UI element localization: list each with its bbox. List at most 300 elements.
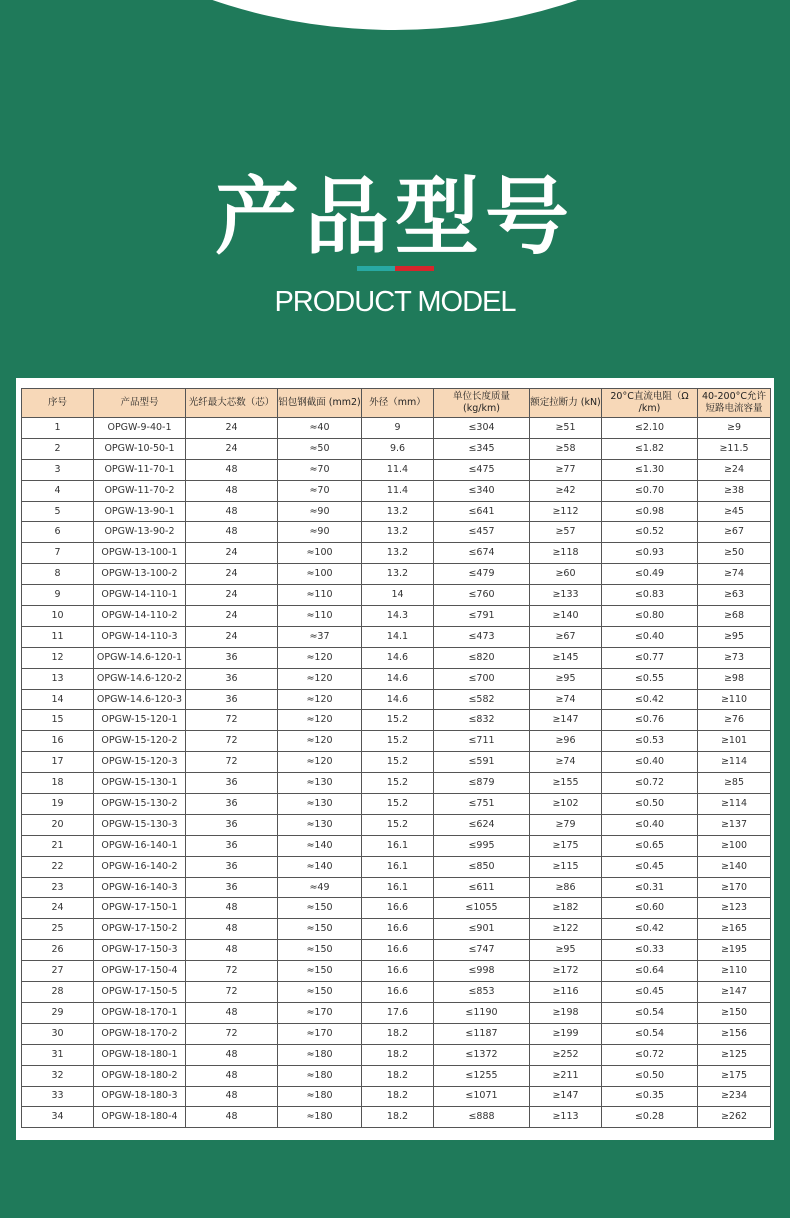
table-row (22, 1086, 771, 1107)
table-cell: OPGW-18-170-1 (94, 1002, 186, 1023)
table-cell: OPGW-18-180-3 (94, 1086, 186, 1107)
table-cell: OPGW-18-180-2 (94, 1065, 186, 1086)
table-cell: 14.6 (362, 668, 434, 689)
table-cell: ≤0.45 (602, 982, 698, 1003)
table-cell: OPGW-14-110-3 (94, 626, 186, 647)
table-cell: ≈70 (278, 459, 362, 480)
table-cell: ≥175 (530, 835, 602, 856)
table-cell: 8 (22, 564, 94, 585)
table-row (22, 1065, 771, 1086)
table-cell: ≤479 (434, 564, 530, 585)
table-cell: ≤0.50 (602, 794, 698, 815)
table-cell: ≈130 (278, 814, 362, 835)
table-cell: 25 (22, 919, 94, 940)
table-cell: ≥156 (698, 1023, 771, 1044)
table-cell: ≤879 (434, 773, 530, 794)
table-cell: OPGW-15-130-3 (94, 814, 186, 835)
table-cell: 24 (186, 543, 278, 564)
table-cell: ≤457 (434, 522, 530, 543)
table-cell: ≈37 (278, 626, 362, 647)
table-cell: ≥60 (530, 564, 602, 585)
table-cell: OPGW-15-120-3 (94, 752, 186, 773)
table-row (22, 814, 771, 835)
column-header: 铝包钢截面 (mm2) (278, 389, 362, 418)
table-cell: ≈180 (278, 1065, 362, 1086)
table-cell: OPGW-17-150-4 (94, 961, 186, 982)
table-cell: ≥198 (530, 1002, 602, 1023)
table-cell: OPGW-11-70-2 (94, 480, 186, 501)
table-cell: 32 (22, 1065, 94, 1086)
table-cell: 16.6 (362, 898, 434, 919)
table-cell: 11 (22, 626, 94, 647)
table-cell: 15 (22, 710, 94, 731)
table-cell: ≈150 (278, 940, 362, 961)
table-cell: 48 (186, 501, 278, 522)
table-cell: 36 (186, 856, 278, 877)
table-cell: 21 (22, 835, 94, 856)
table-cell: ≥175 (698, 1065, 771, 1086)
table-cell: ≤0.64 (602, 961, 698, 982)
table-row (22, 982, 771, 1003)
table-cell: ≤624 (434, 814, 530, 835)
table-cell: 5 (22, 501, 94, 522)
table-cell: ≤0.77 (602, 647, 698, 668)
table-row (22, 480, 771, 501)
table-cell: ≥67 (698, 522, 771, 543)
table-row (22, 877, 771, 898)
table-cell: ≤0.93 (602, 543, 698, 564)
table-cell: ≈170 (278, 1002, 362, 1023)
table-cell: ≥96 (530, 731, 602, 752)
table-cell: 72 (186, 752, 278, 773)
table-cell: 36 (186, 794, 278, 815)
table-row (22, 647, 771, 668)
table-cell: ≤850 (434, 856, 530, 877)
table-cell: ≥45 (698, 501, 771, 522)
table-cell: ≥140 (698, 856, 771, 877)
column-header: 外径（mm） (362, 389, 434, 418)
table-cell: 18.2 (362, 1044, 434, 1065)
table-cell: 36 (186, 773, 278, 794)
table-cell: ≥63 (698, 585, 771, 606)
table-cell: ≤0.98 (602, 501, 698, 522)
table-cell: ≈130 (278, 794, 362, 815)
table-cell: ≈120 (278, 668, 362, 689)
table-cell: ≥137 (698, 814, 771, 835)
table-cell: 17.6 (362, 1002, 434, 1023)
table-cell: 16.1 (362, 835, 434, 856)
table-row (22, 543, 771, 564)
table-cell: ≥147 (530, 710, 602, 731)
table-cell: ≥110 (698, 961, 771, 982)
table-cell: ≤0.70 (602, 480, 698, 501)
table-cell: ≤791 (434, 606, 530, 627)
table-cell: ≤0.52 (602, 522, 698, 543)
table-cell: ≥155 (530, 773, 602, 794)
table-cell: ≥95 (698, 626, 771, 647)
table-cell: 16.6 (362, 919, 434, 940)
table-cell: OPGW-15-120-2 (94, 731, 186, 752)
table-cell: ≤751 (434, 794, 530, 815)
table-cell: ≤345 (434, 438, 530, 459)
table-cell: ≤0.55 (602, 668, 698, 689)
table-cell: ≈110 (278, 606, 362, 627)
table-cell: ≥147 (698, 982, 771, 1003)
table-cell: 11.4 (362, 480, 434, 501)
table-cell: 48 (186, 522, 278, 543)
table-row (22, 564, 771, 585)
table-cell: ≥150 (698, 1002, 771, 1023)
table-cell: 15.2 (362, 794, 434, 815)
table-cell: ≈120 (278, 731, 362, 752)
table-cell: 16.6 (362, 961, 434, 982)
table-cell: ≤1372 (434, 1044, 530, 1065)
table-cell: ≤700 (434, 668, 530, 689)
table-row (22, 501, 771, 522)
table-cell: ≤0.42 (602, 919, 698, 940)
table-cell: 17 (22, 752, 94, 773)
table-cell: ≥262 (698, 1107, 771, 1128)
table-row (22, 731, 771, 752)
table-cell: 18.2 (362, 1107, 434, 1128)
table-cell: 48 (186, 459, 278, 480)
table-cell: ≈100 (278, 543, 362, 564)
table-cell: ≤0.54 (602, 1023, 698, 1044)
table-cell: 29 (22, 1002, 94, 1023)
column-header: 20°C直流电阻（Ω /km) (602, 389, 698, 418)
table-cell: ≥11.5 (698, 438, 771, 459)
table-row (22, 752, 771, 773)
table-cell: 15.2 (362, 773, 434, 794)
table-cell: ≤674 (434, 543, 530, 564)
table-cell: ≥182 (530, 898, 602, 919)
table-cell: ≥123 (698, 898, 771, 919)
table-cell: 24 (186, 585, 278, 606)
table-cell: ≤1071 (434, 1086, 530, 1107)
table-cell: ≥74 (698, 564, 771, 585)
table-cell: OPGW-15-120-1 (94, 710, 186, 731)
table-cell: ≤998 (434, 961, 530, 982)
table-cell: 9 (22, 585, 94, 606)
table-cell: 18.2 (362, 1086, 434, 1107)
table-cell: 13.2 (362, 501, 434, 522)
table-cell: ≈150 (278, 919, 362, 940)
table-cell: ≤611 (434, 877, 530, 898)
table-cell: 36 (186, 689, 278, 710)
table-cell: ≥38 (698, 480, 771, 501)
column-header: 40-200°C允许 短路电流容量 (698, 389, 771, 418)
table-cell: ≤0.60 (602, 898, 698, 919)
table-cell: 19 (22, 794, 94, 815)
table-cell: ≤0.45 (602, 856, 698, 877)
table-cell: ≥58 (530, 438, 602, 459)
table-cell: ≥170 (698, 877, 771, 898)
table-cell: 13.2 (362, 543, 434, 564)
table-cell: 30 (22, 1023, 94, 1044)
table-cell: ≤0.65 (602, 835, 698, 856)
table-cell: ≤995 (434, 835, 530, 856)
table-cell: ≈180 (278, 1107, 362, 1128)
table-cell: ≤760 (434, 585, 530, 606)
table-cell: 48 (186, 1044, 278, 1065)
table-cell: 13 (22, 668, 94, 689)
column-header: 序号 (22, 389, 94, 418)
table-cell: OPGW-15-130-2 (94, 794, 186, 815)
table-cell: 24 (186, 606, 278, 627)
table-cell: OPGW-16-140-2 (94, 856, 186, 877)
table-cell: ≥234 (698, 1086, 771, 1107)
table-cell: OPGW-15-130-1 (94, 773, 186, 794)
table-cell: ≥112 (530, 501, 602, 522)
table-cell: ≤591 (434, 752, 530, 773)
table-cell: 16.6 (362, 982, 434, 1003)
table-cell: ≥199 (530, 1023, 602, 1044)
table-cell: ≥110 (698, 689, 771, 710)
table-cell: OPGW-13-90-1 (94, 501, 186, 522)
table-cell: 15.2 (362, 710, 434, 731)
divider-teal (357, 266, 395, 271)
table-cell: OPGW-13-100-1 (94, 543, 186, 564)
table-body (22, 418, 771, 1128)
table-cell: 14 (22, 689, 94, 710)
table-cell: ≈150 (278, 898, 362, 919)
table-cell: 15.2 (362, 731, 434, 752)
table-cell: ≥85 (698, 773, 771, 794)
table-cell: ≤747 (434, 940, 530, 961)
table-row (22, 710, 771, 731)
table-cell: OPGW-14.6-120-1 (94, 647, 186, 668)
table-cell: ≈120 (278, 647, 362, 668)
table-cell: OPGW-14.6-120-3 (94, 689, 186, 710)
table-cell: ≤1.30 (602, 459, 698, 480)
table-cell: ≈90 (278, 522, 362, 543)
table-cell: ≥9 (698, 418, 771, 439)
table-cell: ≈90 (278, 501, 362, 522)
page-title: 产品型号 (214, 168, 575, 266)
table-cell: ≥133 (530, 585, 602, 606)
table-cell: ≥145 (530, 647, 602, 668)
table-cell: ≥42 (530, 480, 602, 501)
table-cell: ≈49 (278, 877, 362, 898)
column-header: 单位长度质量 (kg/km) (434, 389, 530, 418)
table-cell: OPGW-17-150-5 (94, 982, 186, 1003)
table-cell: 24 (22, 898, 94, 919)
table-cell: ≥118 (530, 543, 602, 564)
table-cell: 10 (22, 606, 94, 627)
table-cell: ≥74 (530, 689, 602, 710)
table-row (22, 585, 771, 606)
table-cell: ≤475 (434, 459, 530, 480)
table-cell: 16.6 (362, 940, 434, 961)
table-cell: 18.2 (362, 1065, 434, 1086)
table-cell: 72 (186, 961, 278, 982)
table-cell: ≈110 (278, 585, 362, 606)
top-arc-decoration (0, 0, 790, 30)
table-cell: 48 (186, 940, 278, 961)
table-row (22, 835, 771, 856)
table-cell: 9 (362, 418, 434, 439)
table-cell: ≤853 (434, 982, 530, 1003)
table-cell: OPGW-17-150-1 (94, 898, 186, 919)
table-cell: ≤1055 (434, 898, 530, 919)
table-cell: ≈120 (278, 752, 362, 773)
table-row (22, 940, 771, 961)
table-cell: ≥165 (698, 919, 771, 940)
table-cell: ≥86 (530, 877, 602, 898)
table-cell: ≈120 (278, 689, 362, 710)
table-cell: 13.2 (362, 564, 434, 585)
table-row (22, 438, 771, 459)
table-row (22, 668, 771, 689)
table-cell: ≤1255 (434, 1065, 530, 1086)
table-cell: 24 (186, 418, 278, 439)
table-cell: 48 (186, 1107, 278, 1128)
table-cell: ≥77 (530, 459, 602, 480)
table-cell: 3 (22, 459, 94, 480)
table-cell: ≈180 (278, 1086, 362, 1107)
title-divider (357, 266, 434, 271)
table-cell: 16.1 (362, 856, 434, 877)
table-cell: OPGW-9-40-1 (94, 418, 186, 439)
table-cell: OPGW-11-70-1 (94, 459, 186, 480)
table-cell: 1 (22, 418, 94, 439)
table-cell: ≈170 (278, 1023, 362, 1044)
table-cell: ≈140 (278, 856, 362, 877)
table-cell: OPGW-14-110-2 (94, 606, 186, 627)
table-cell: ≈50 (278, 438, 362, 459)
table-cell: ≥101 (698, 731, 771, 752)
table-row (22, 522, 771, 543)
table-cell: 33 (22, 1086, 94, 1107)
table-cell: ≤901 (434, 919, 530, 940)
table-cell: ≈150 (278, 982, 362, 1003)
table-cell: ≤0.35 (602, 1086, 698, 1107)
column-header: 光纤最大芯数（芯） (186, 389, 278, 418)
divider-red (395, 266, 434, 271)
table-row (22, 689, 771, 710)
table-cell: OPGW-14-110-1 (94, 585, 186, 606)
table-cell: 36 (186, 835, 278, 856)
table-cell: OPGW-18-170-2 (94, 1023, 186, 1044)
table-header-row (22, 389, 771, 418)
table-cell: 18 (22, 773, 94, 794)
table-cell: 48 (186, 919, 278, 940)
table-row (22, 418, 771, 439)
table-cell: 14 (362, 585, 434, 606)
table-cell: 14.6 (362, 647, 434, 668)
table-cell: 24 (186, 626, 278, 647)
table-cell: 7 (22, 543, 94, 564)
table-cell: 24 (186, 438, 278, 459)
table-cell: ≈140 (278, 835, 362, 856)
table-row (22, 459, 771, 480)
table-cell: ≥67 (530, 626, 602, 647)
table-cell: 14.6 (362, 689, 434, 710)
table-cell: ≈100 (278, 564, 362, 585)
table-cell: 27 (22, 961, 94, 982)
table-cell: ≥95 (530, 940, 602, 961)
table-cell: 72 (186, 982, 278, 1003)
table-row (22, 773, 771, 794)
table-cell: ≤0.83 (602, 585, 698, 606)
table-cell: 24 (186, 564, 278, 585)
table-cell: ≥102 (530, 794, 602, 815)
table-cell: OPGW-18-180-1 (94, 1044, 186, 1065)
table-row (22, 961, 771, 982)
table-cell: ≤0.40 (602, 626, 698, 647)
table-cell: ≥114 (698, 794, 771, 815)
table-cell: 72 (186, 710, 278, 731)
table-cell: 14.3 (362, 606, 434, 627)
table-cell: 72 (186, 1023, 278, 1044)
table-cell: ≤0.28 (602, 1107, 698, 1128)
table-cell: ≤340 (434, 480, 530, 501)
table-row (22, 606, 771, 627)
table-cell: ≈70 (278, 480, 362, 501)
table-cell: 48 (186, 1086, 278, 1107)
table-cell: OPGW-17-150-2 (94, 919, 186, 940)
table-cell: 12 (22, 647, 94, 668)
table-cell: 31 (22, 1044, 94, 1065)
table-cell: OPGW-16-140-3 (94, 877, 186, 898)
table-cell: ≤0.76 (602, 710, 698, 731)
table-row (22, 856, 771, 877)
table-cell: ≥76 (698, 710, 771, 731)
page-subtitle: PRODUCT MODEL (274, 286, 516, 318)
table-cell: ≤1.82 (602, 438, 698, 459)
table-row (22, 794, 771, 815)
table-cell: ≤820 (434, 647, 530, 668)
table-cell: ≥122 (530, 919, 602, 940)
table-cell: 13.2 (362, 522, 434, 543)
table-cell: ≥195 (698, 940, 771, 961)
table-cell: 72 (186, 731, 278, 752)
table-cell: OPGW-13-100-2 (94, 564, 186, 585)
table-cell: ≥211 (530, 1065, 602, 1086)
table-cell: ≤0.31 (602, 877, 698, 898)
table-cell: OPGW-17-150-3 (94, 940, 186, 961)
table-row (22, 1107, 771, 1128)
table-cell: 34 (22, 1107, 94, 1128)
table-cell: OPGW-16-140-1 (94, 835, 186, 856)
table-cell: ≈120 (278, 710, 362, 731)
table-cell: 6 (22, 522, 94, 543)
table-cell: ≤0.49 (602, 564, 698, 585)
table-cell: ≤641 (434, 501, 530, 522)
table-cell: 18.2 (362, 1023, 434, 1044)
table-cell: ≤711 (434, 731, 530, 752)
table-cell: ≤473 (434, 626, 530, 647)
table-row (22, 1023, 771, 1044)
table-cell: 15.2 (362, 752, 434, 773)
table-cell: OPGW-13-90-2 (94, 522, 186, 543)
table-cell: ≤1187 (434, 1023, 530, 1044)
table-cell: ≤0.42 (602, 689, 698, 710)
table-cell: ≤888 (434, 1107, 530, 1128)
table-cell: ≥57 (530, 522, 602, 543)
table-cell: ≤0.33 (602, 940, 698, 961)
table-cell: ≈130 (278, 773, 362, 794)
table-cell: ≥125 (698, 1044, 771, 1065)
table-cell: ≥114 (698, 752, 771, 773)
table-cell: 20 (22, 814, 94, 835)
table-cell: ≥51 (530, 418, 602, 439)
table-cell: ≤0.54 (602, 1002, 698, 1023)
table-cell: ≥115 (530, 856, 602, 877)
table-cell: 16 (22, 731, 94, 752)
table-cell: OPGW-18-180-4 (94, 1107, 186, 1128)
table-cell: ≤0.72 (602, 773, 698, 794)
